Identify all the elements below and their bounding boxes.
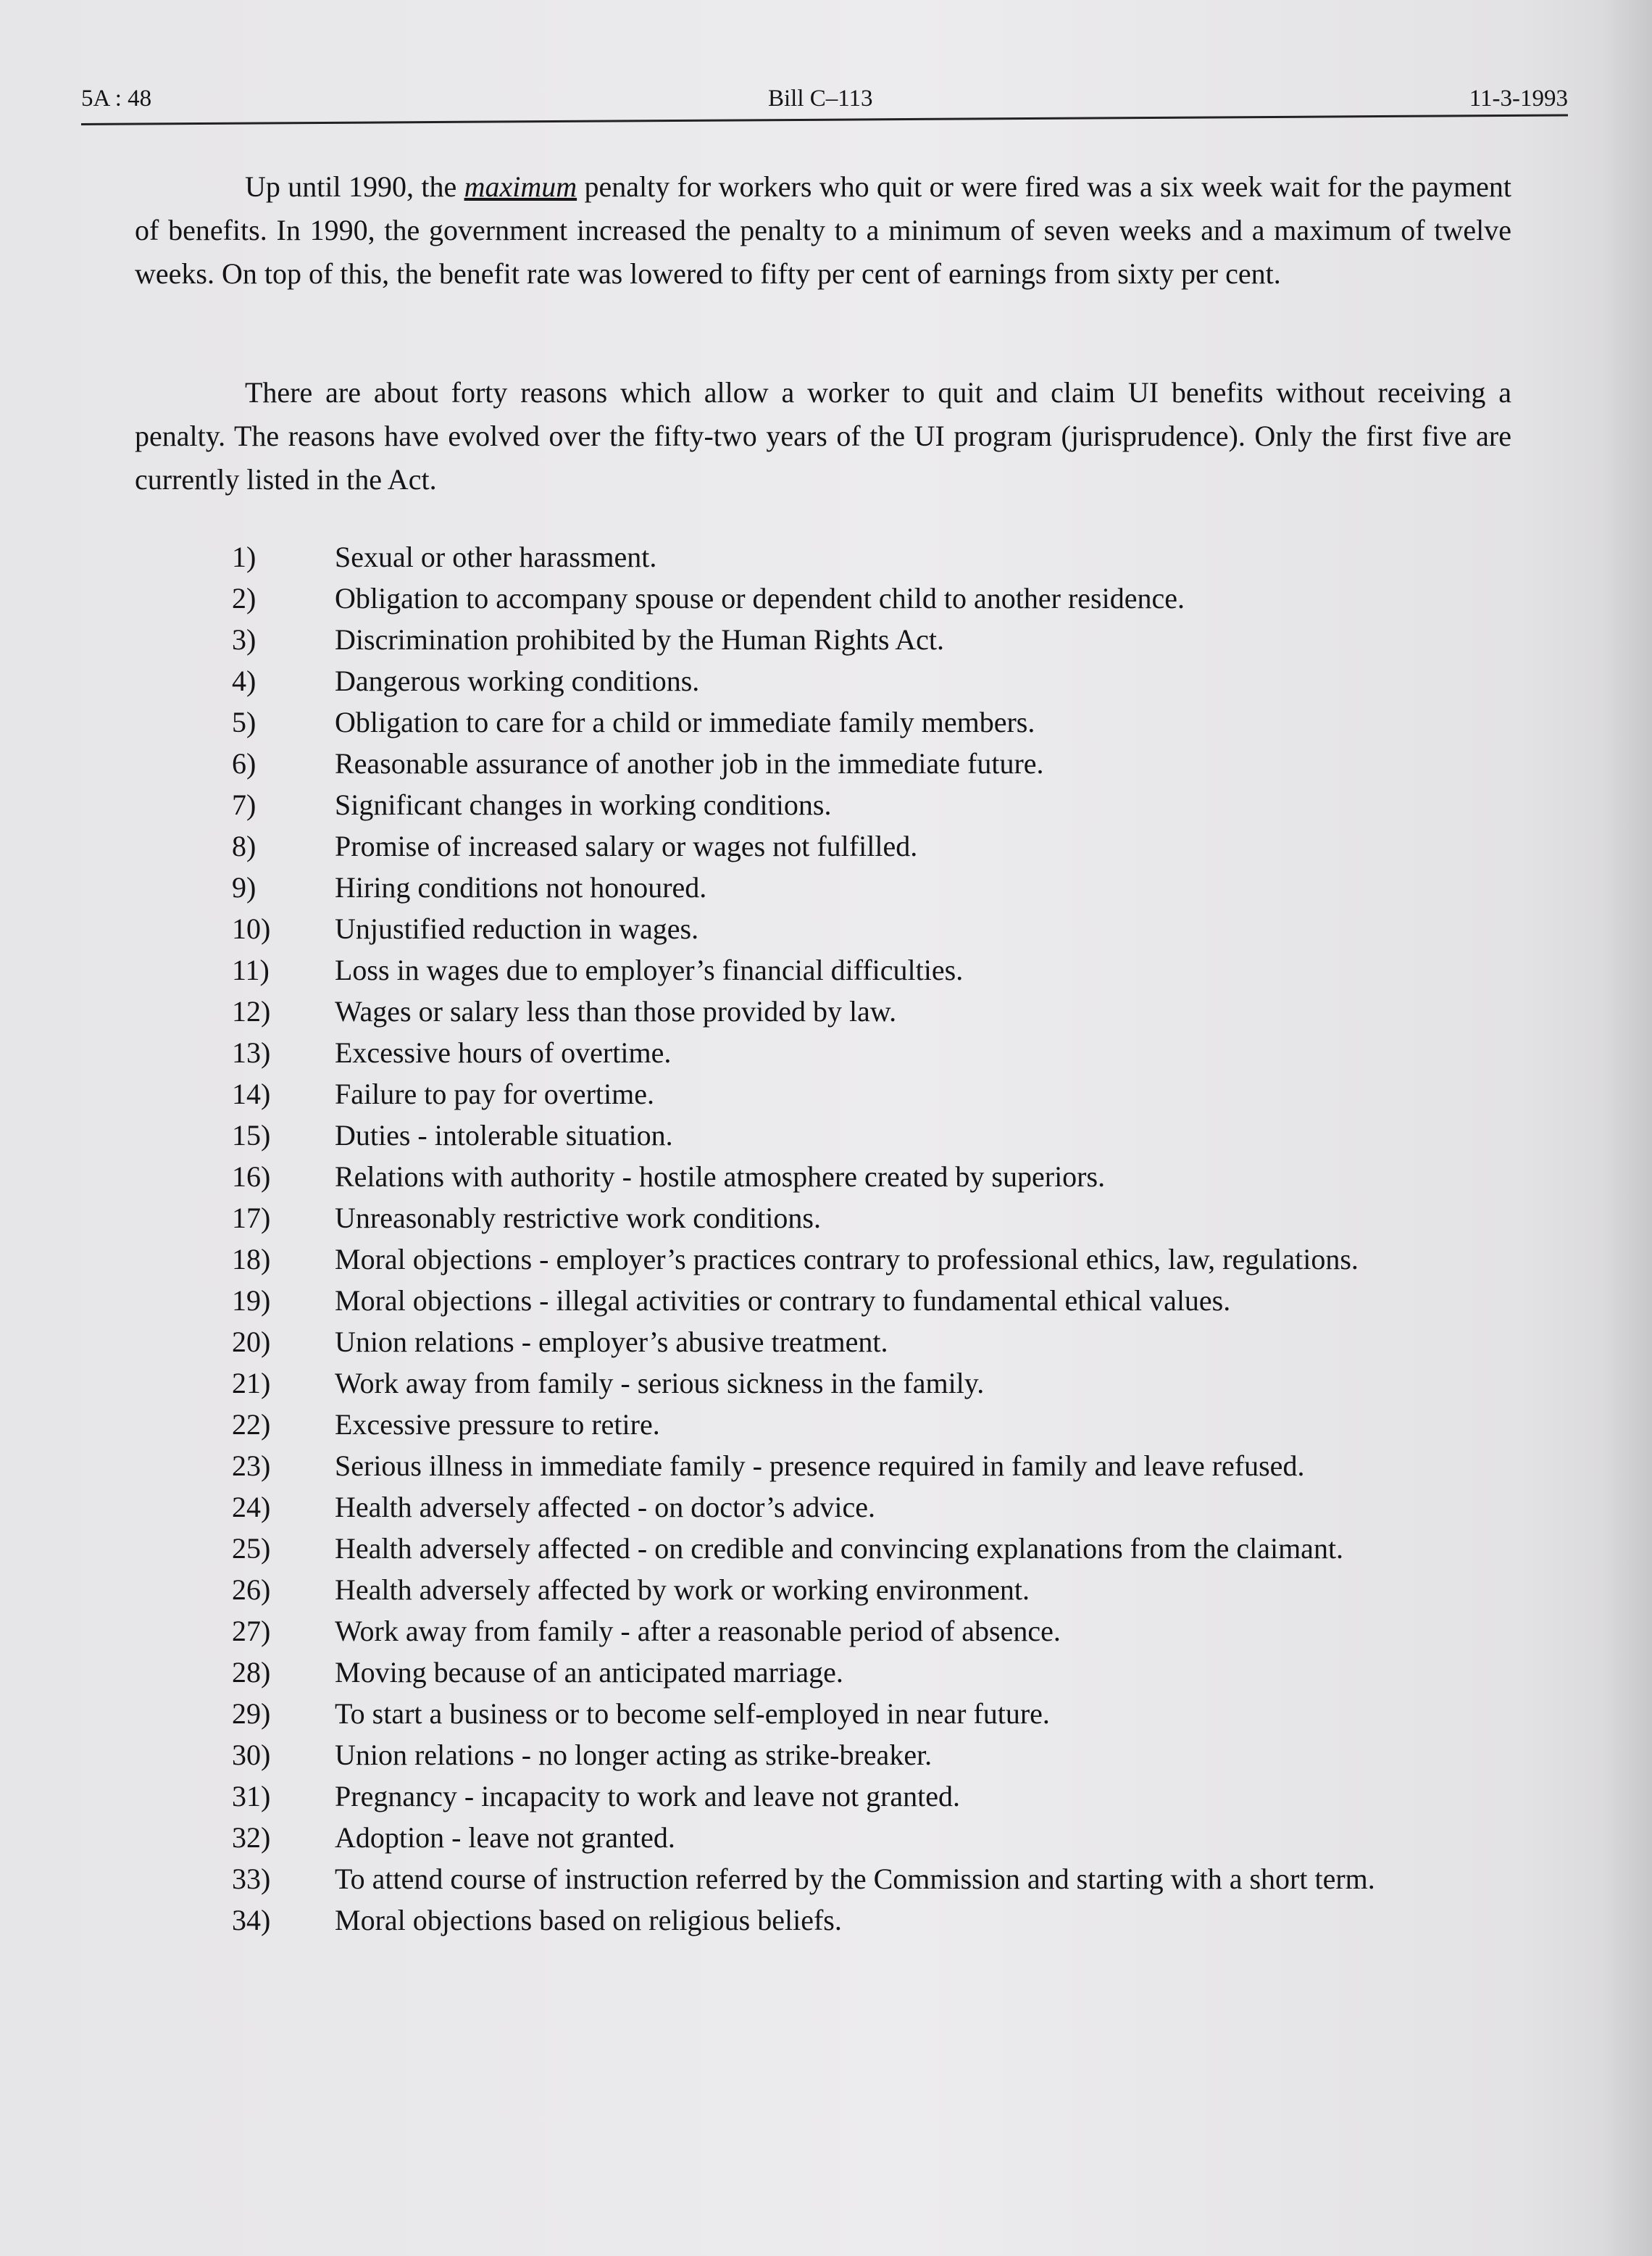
list-item-number: 22) — [232, 1408, 271, 1441]
list-item-text: Wages or salary less than those provided by law. — [335, 995, 897, 1028]
list-item-text: Excessive pressure to retire. — [335, 1408, 660, 1441]
list-item — [135, 536, 1511, 578]
list-item — [135, 867, 1511, 908]
list-item-number: 3) — [232, 623, 256, 656]
list-item-number: 29) — [232, 1697, 271, 1730]
list-item-text: Obligation to accompany spouse or dependent child to another residence. — [335, 582, 1185, 615]
list-item-text: Hiring conditions not honoured. — [335, 871, 707, 904]
list-item-text: Pregnancy - incapacity to work and leave not granted. — [335, 1780, 961, 1812]
list-item-text: Health adversely affected - on doctor’s advice. — [335, 1491, 875, 1523]
list-item-text: Adoption - leave not granted. — [335, 1821, 675, 1854]
list-item — [135, 1693, 1511, 1734]
list-item-number: 7) — [232, 788, 256, 821]
paragraph-text: penalty for workers who quit or were fired was a six week wait for the payment of benefits. In 1990, the government increased the penalty to a minimum of seven weeks and a maximum of twelve weeks. On top of this, the benefit rate was lowered to fifty per cent of earnings from sixty per cent. — [135, 170, 1511, 290]
list-item-text: Unreasonably restrictive work conditions. — [335, 1202, 821, 1234]
header-bill-title: Bill C–113 — [768, 86, 873, 112]
list-item — [135, 578, 1511, 619]
list-item-text: Reasonable assurance of another job in the immediate future. — [335, 747, 1044, 780]
paragraph-penalty-history — [135, 165, 1511, 296]
list-item — [135, 1858, 1511, 1899]
list-item-text: Dangerous working conditions. — [335, 665, 700, 697]
list-item-text: Unjustified reduction in wages. — [335, 912, 699, 945]
list-item-number: 34) — [232, 1904, 271, 1936]
list-item — [135, 1032, 1511, 1073]
list-item-number: 25) — [232, 1532, 271, 1565]
list-item-text: Promise of increased salary or wages not fulfilled. — [335, 830, 918, 862]
list-item-number: 27) — [232, 1615, 271, 1647]
list-item-number: 33) — [232, 1862, 271, 1895]
list-item-number: 10) — [232, 912, 271, 945]
page-edge-shadow — [1601, 0, 1652, 2256]
header-page-number: 5A : 48 — [81, 86, 152, 112]
list-item-text: Serious illness in immediate family - presence required in family and leave refused. — [335, 1449, 1305, 1482]
list-item — [135, 908, 1511, 949]
list-item-number: 24) — [232, 1491, 271, 1523]
list-item — [135, 1239, 1511, 1280]
list-item — [135, 1321, 1511, 1362]
list-item-number: 20) — [232, 1325, 271, 1358]
list-item-number: 16) — [232, 1160, 271, 1193]
list-item-number: 8) — [232, 830, 256, 862]
list-item-text: Moving because of an anticipated marriage. — [335, 1656, 843, 1689]
list-item-number: 18) — [232, 1243, 271, 1275]
list-item-text: Excessive hours of overtime. — [335, 1036, 672, 1069]
list-item-number: 17) — [232, 1202, 271, 1234]
list-item-number: 9) — [232, 871, 256, 904]
list-item-number: 21) — [232, 1367, 271, 1399]
list-item-text: Duties - intolerable situation. — [335, 1119, 673, 1152]
list-item — [135, 1156, 1511, 1197]
list-item-number: 13) — [232, 1036, 271, 1069]
paragraph-reasons-intro: There are about forty reasons which allow a worker to quit and claim UI benefits without receiving a penalty. The reasons have evolved over the fifty-two years of the UI program (jurisprudence). Only the first five are currently listed in the Act. — [135, 376, 1511, 496]
list-item-text: Obligation to care for a child or immediate family members. — [335, 706, 1035, 738]
list-item — [135, 1776, 1511, 1817]
list-item — [135, 619, 1511, 660]
list-item — [135, 825, 1511, 867]
list-item-text: Significant changes in working conditions. — [335, 788, 832, 821]
header-date: 11-3-1993 — [1469, 86, 1568, 112]
list-item-text: Moral objections - employer’s practices contrary to professional ethics, law, regulations. — [335, 1243, 1359, 1275]
list-item-number: 31) — [232, 1780, 271, 1812]
list-item-text: To attend course of instruction referred by the Commission and starting with a short term. — [335, 1862, 1375, 1895]
list-item — [135, 784, 1511, 825]
list-item-text: Moral objections based on religious beliefs. — [335, 1904, 842, 1936]
list-item-number: 6) — [232, 747, 256, 780]
list-item — [135, 702, 1511, 743]
list-item — [135, 1652, 1511, 1693]
list-item-number: 19) — [232, 1284, 271, 1317]
list-item — [135, 1280, 1511, 1321]
list-item-number: 28) — [232, 1656, 271, 1689]
list-item-text: Work away from family - serious sickness in the family. — [335, 1367, 985, 1399]
list-item-number: 1) — [232, 541, 256, 573]
list-item — [135, 1362, 1511, 1404]
list-item — [135, 949, 1511, 991]
list-item — [135, 1817, 1511, 1858]
list-item-text: Work away from family - after a reasonable period of absence. — [335, 1615, 1061, 1647]
list-item — [135, 1404, 1511, 1445]
list-item — [135, 1569, 1511, 1610]
list-item-text: To start a business or to become self-employed in near future. — [335, 1697, 1050, 1730]
list-item — [135, 1734, 1511, 1776]
list-item — [135, 1197, 1511, 1239]
list-item — [135, 1610, 1511, 1652]
list-item-text: Union relations - no longer acting as strike-breaker. — [335, 1739, 933, 1771]
emphasis-maximum: maximum — [464, 170, 577, 203]
paragraph-text: Up until 1990, the — [245, 170, 464, 203]
list-item-text: Relations with authority - hostile atmosphere created by superiors. — [335, 1160, 1106, 1193]
list-item-number: 12) — [232, 995, 271, 1028]
list-item-text: Loss in wages due to employer’s financial difficulties. — [335, 954, 964, 986]
list-item-number: 30) — [232, 1739, 271, 1771]
list-item-text: Sexual or other harassment. — [335, 541, 657, 573]
list-item-number: 5) — [232, 706, 256, 738]
list-item — [135, 1486, 1511, 1528]
list-item-text: Moral objections - illegal activities or contrary to fundamental ethical values. — [335, 1284, 1231, 1317]
list-item-text: Failure to pay for overtime. — [335, 1078, 654, 1110]
reasons-list — [135, 536, 1511, 1941]
list-item — [135, 1528, 1511, 1569]
list-item — [135, 1073, 1511, 1115]
list-item — [135, 743, 1511, 784]
list-item-number: 15) — [232, 1119, 271, 1152]
list-item-text: Union relations - employer’s abusive treatment. — [335, 1325, 888, 1358]
list-item-text: Health adversely affected - on credible and convincing explanations from the claimant. — [335, 1532, 1344, 1565]
list-item — [135, 991, 1511, 1032]
list-item-number: 32) — [232, 1821, 271, 1854]
list-item — [135, 660, 1511, 702]
list-item-number: 4) — [232, 665, 256, 697]
list-item-text: Discrimination prohibited by the Human Rights Act. — [335, 623, 945, 656]
list-item-number: 11) — [232, 954, 270, 986]
list-item-number: 2) — [232, 582, 256, 615]
list-item-number: 26) — [232, 1573, 271, 1606]
list-item-number: 23) — [232, 1449, 271, 1482]
list-item-number: 14) — [232, 1078, 271, 1110]
list-item — [135, 1115, 1511, 1156]
list-item — [135, 1445, 1511, 1486]
list-item-text: Health adversely affected by work or working environment. — [335, 1573, 1030, 1606]
list-item — [135, 1899, 1511, 1941]
